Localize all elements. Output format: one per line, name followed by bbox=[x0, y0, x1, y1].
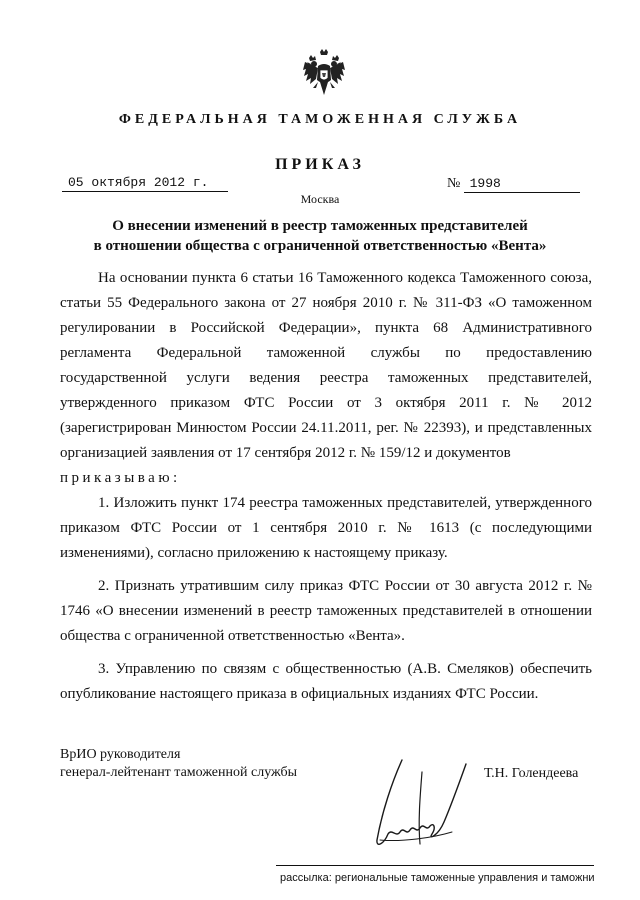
russian-coat-of-arms-icon bbox=[301, 48, 347, 98]
order-date: 05 октября 2012 г. bbox=[62, 175, 228, 192]
subject-line-1: О внесении изменений в реестр таможенных представителей bbox=[112, 218, 528, 234]
agency-name: ФЕДЕРАЛЬНАЯ ТАМОЖЕННАЯ СЛУЖБА bbox=[118, 112, 522, 127]
subject-line-2: в отношении общества с ограниченной ответственностью «Вента» bbox=[93, 238, 547, 254]
document-type: ПРИКАЗ bbox=[275, 156, 365, 173]
position-line-1: ВрИО руководителя bbox=[60, 747, 181, 762]
item-3-paragraph: 3. Управлению по связям с общественностью (А.В. Смеляков) обеспечить опубликование настоящего приказа в официальных изданиях ФТС России. bbox=[60, 661, 592, 702]
position-line-2: генерал-лейтенант таможенной службы bbox=[60, 765, 298, 780]
order-number: 1998 bbox=[464, 176, 580, 193]
handwritten-signature-icon bbox=[362, 752, 472, 862]
city: Москва bbox=[300, 192, 340, 206]
order-body bbox=[60, 266, 592, 715]
order-subject bbox=[60, 216, 580, 256]
item-1-paragraph: 1. Изложить пункт 174 реестра таможенных представителей, утвержденного приказом ФТС России от 1 сентября 2010 г. № 1613 (с последующими изменениями), согласно приложению к настоящему приказу. bbox=[60, 495, 592, 561]
distribution-divider bbox=[276, 865, 594, 866]
distribution-list: рассылка: региональные таможенные управления и таможни bbox=[280, 872, 595, 884]
preamble-paragraph: На основании пункта 6 статьи 16 Таможенного кодекса Таможенного союза, статьи 55 Федерального закона от 27 ноября 2010 г. № 311-ФЗ «О таможенном регулировании в Российской Федерации», пункта 68 Административного регламента Федеральной таможенной службы по предоставлению государственной услуги ведения реестра таможенных представителей, утвержденного приказом ФТС России от 3 октября 2011 г. № 2012 (зарегистрирован Минюстом России 24.11.2011, рег. № 22393), и представленных организацией заявления от 17 сентября 2012 г. № 159/12 и документов bbox=[60, 270, 592, 461]
number-sign: № bbox=[447, 176, 461, 191]
signatory-position bbox=[60, 746, 297, 782]
item-2-paragraph: 2. Признать утратившим силу приказ ФТС России от 30 августа 2012 г. № 1746 «О внесении изменений в реестр таможенных представителей в отношении общества с ограниченной ответственностью «Вента». bbox=[60, 578, 592, 644]
decree-word: приказываю: bbox=[60, 470, 181, 486]
decree-line bbox=[60, 466, 592, 491]
order-number-block bbox=[447, 175, 592, 193]
signatory-name: Т.Н. Голендеева bbox=[484, 766, 579, 781]
